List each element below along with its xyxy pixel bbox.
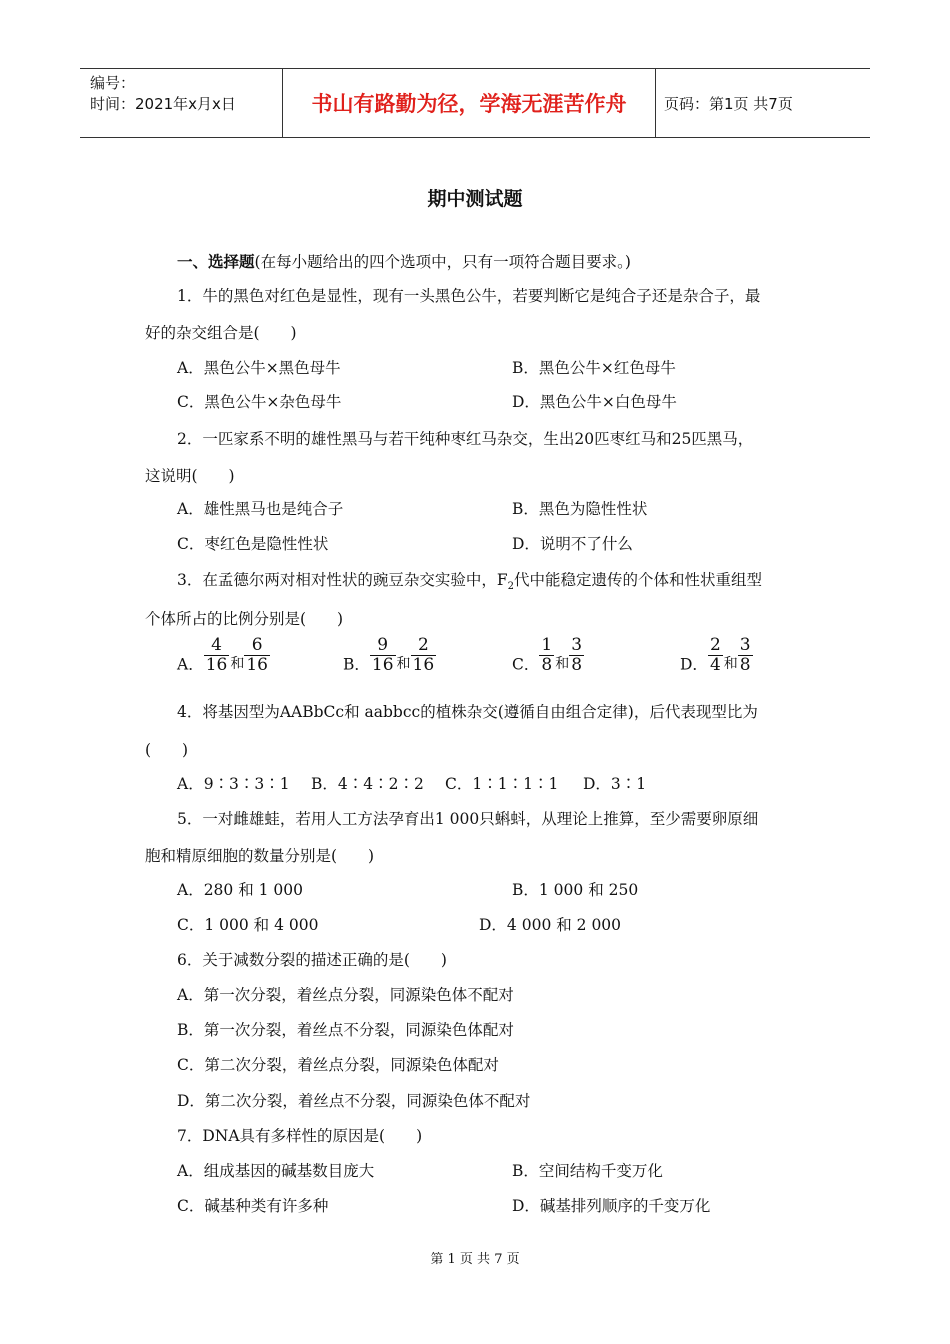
q7-stem: 7．DNA具有多样性的原因是( ) — [177, 1127, 423, 1145]
q4-option-d: D．3∶1 — [583, 775, 647, 793]
q1-option-a: A．黑色公牛×黑色母牛 — [177, 359, 341, 377]
q7-option-b: B．空间结构千变万化 — [512, 1162, 663, 1180]
q4-option-c: C．1∶1∶1∶1 — [445, 775, 559, 793]
fraction: $\frac{3}{8}$ — [571, 635, 583, 675]
header-table — [80, 68, 870, 138]
q3-option-c-label: C． — [512, 655, 540, 674]
header-left — [90, 73, 236, 115]
q4-option-b: B．4∶4∶2∶2 — [311, 775, 424, 793]
q3-subscript: 2 — [507, 581, 514, 593]
q7-option-a: A．组成基因的碱基数目庞大 — [177, 1162, 375, 1180]
q5-option-d: D．4 000 和 2 000 — [479, 916, 622, 934]
q3-option-b — [343, 636, 436, 675]
motto: 书山有路勤为径，学海无涯苦作舟 — [282, 69, 656, 137]
q1-stem-1: 1．牛的黑色对红色是显性，现有一头黑色公牛，若要判断它是纯合子还是杂合子，最 — [177, 287, 761, 305]
fraction: $\frac{6}{16}$ — [246, 635, 268, 675]
q5-option-b: B．1 000 和 250 — [512, 881, 639, 899]
q3-option-c — [512, 636, 584, 675]
q7-option-c: C．碱基种类有许多种 — [177, 1197, 329, 1215]
q1-option-d: D．黑色公牛×白色母牛 — [512, 393, 677, 411]
q2-option-b: B．黑色为隐性性状 — [512, 500, 648, 518]
he-text: 和 — [723, 655, 738, 672]
section-heading-line — [177, 250, 631, 272]
q2-option-d: D．说明不了什么 — [512, 535, 633, 553]
fraction: $\frac{2}{4}$ — [709, 635, 721, 675]
q6-option-d: D．第二次分裂，着丝点不分裂，同源染色体不配对 — [177, 1092, 531, 1110]
fraction: $\frac{2}{16}$ — [412, 635, 435, 675]
q1-stem-2: 好的杂交组合是( ) — [145, 324, 297, 342]
q4-stem-2: ( ) — [145, 741, 189, 759]
q2-stem-2: 这说明( ) — [145, 467, 235, 485]
q6-option-b: B．第一次分裂，着丝点不分裂，同源染色体配对 — [177, 1021, 514, 1039]
q4-option-a: A．9∶3∶3∶1 — [177, 775, 290, 793]
q3-option-d-label: D． — [680, 655, 708, 674]
section-heading: 一、选择题 — [177, 253, 255, 271]
time-label: 时间：2021年x月x日 — [90, 95, 236, 113]
q4-stem-1: 4．将基因型为AABbCc和 aabbcc的植株杂交(遵循自由组合定律)，后代表现型比为 — [177, 703, 758, 721]
q7-option-d: D．碱基排列顺序的千变万化 — [512, 1197, 711, 1215]
q5-stem-2: 胞和精原细胞的数量分别是( ) — [145, 847, 375, 865]
q5-stem-1: 5．一对雌雄蛙，若用人工方法孕育出1 000只蝌蚪，从理论上推算，至少需要卵原细 — [177, 810, 759, 828]
page-title: 期中测试题 — [427, 188, 523, 210]
q5-option-a: A．280 和 1 000 — [177, 881, 304, 899]
q2-option-c: C．枣红色是隐性性状 — [177, 535, 329, 553]
q3-stem-1b: 代中能稳定遗传的个体和性状重组型 — [514, 571, 763, 589]
q3-option-a — [177, 636, 270, 675]
q2-stem-1: 2．一匹家系不明的雄性黑马与若干纯种枣红马杂交，生出20匹枣红马和25匹黑马， — [177, 430, 754, 448]
he-text: 和 — [230, 655, 245, 672]
q3-option-d — [680, 636, 753, 675]
q3-option-b-label: B． — [343, 655, 370, 674]
page-footer: 第 1 页 共 7 页 — [430, 1252, 520, 1267]
fraction: $\frac{3}{8}$ — [739, 635, 751, 675]
q3-stem-1a: 3．在孟德尔两对相对性状的豌豆杂交实验中，F — [177, 571, 508, 589]
he-text: 和 — [555, 655, 570, 672]
fraction: $\frac{1}{8}$ — [541, 635, 553, 675]
q2-option-a: A．雄性黑马也是纯合子 — [177, 500, 344, 518]
fraction: $\frac{9}{16}$ — [371, 635, 394, 675]
he-text: 和 — [396, 655, 411, 672]
q6-option-a: A．第一次分裂，着丝点分裂，同源染色体不配对 — [177, 986, 514, 1004]
number-label: 编号： — [90, 74, 136, 92]
q6-stem: 6．关于减数分裂的描述正确的是( ) — [177, 951, 447, 969]
page-info: 页码：第1页 共7页 — [664, 95, 793, 113]
q3-stem-1 — [177, 568, 762, 592]
q1-option-b: B．黑色公牛×红色母牛 — [512, 359, 676, 377]
q1-option-c: C．黑色公牛×杂色母牛 — [177, 393, 342, 411]
section-note: (在每小题给出的四个选项中，只有一项符合题目要求。) — [254, 253, 631, 271]
q3-option-a-label: A． — [177, 655, 204, 674]
fraction: $\frac{4}{16}$ — [205, 635, 228, 675]
q6-option-c: C．第二次分裂，着丝点分裂，同源染色体配对 — [177, 1056, 499, 1074]
q5-option-c: C．1 000 和 4 000 — [177, 916, 319, 934]
q3-stem-2: 个体所占的比例分别是( ) — [145, 610, 344, 628]
